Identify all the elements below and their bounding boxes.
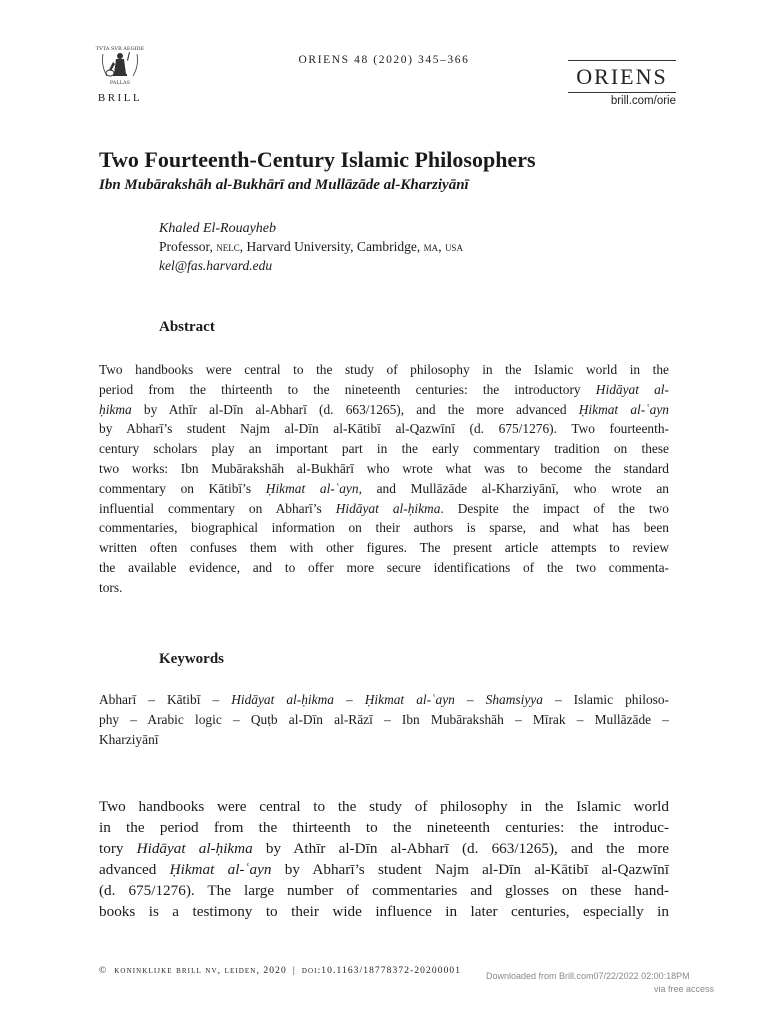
author-affiliation <box>159 239 463 255</box>
affil-mid: , Harvard University, Cambridge, <box>239 239 424 254</box>
abstract-line: influential commentary on Abharī’s Hidāyat al-ḥikma. Despite the impact of the two <box>99 500 669 516</box>
article-title: Two Fourteenth-Century Islamic Philosophers <box>99 147 536 172</box>
abstract-line: ḥikma by Athīr al-Dīn al-Abharī (d. 663/1265), and the more advanced Ḥikmat al-ʿayn <box>99 401 669 417</box>
logo-top-rule <box>568 60 676 61</box>
affil-prefix: Professor, <box>159 239 217 254</box>
abstract-line: century scholars play an important part in the early commentary tradition on these <box>99 441 669 457</box>
abstract-line: commentary on Kātibī’s Ḥikmat al-ʿayn, and Mullāzāde al-Kharziyānī, who wrote an <box>99 480 670 496</box>
abstract-line: tors. <box>99 579 123 595</box>
keywords-list <box>99 690 669 749</box>
journal-url-link[interactable]: brill.com/orie <box>610 95 676 107</box>
keywords-line: Kharziyānī <box>99 731 159 747</box>
affil-state: ma <box>423 239 439 254</box>
publisher-name: BRILL <box>97 92 143 104</box>
body-line: Two handbooks were central to the study of philosophy in the Islamic world <box>99 798 669 815</box>
affil-country: usa <box>444 239 463 254</box>
abstract-line: the available evidence, and to offer more secure identifications of the two commenta- <box>99 559 669 575</box>
download-watermark: Downloaded from Brill.com07/22/2022 02:00:18PM <box>486 971 690 981</box>
affil-dept: nelc <box>216 239 240 254</box>
body-line: (d. 675/1276). The large number of commentaries and glosses on these hand- <box>99 882 669 899</box>
abstract-line: period from the thirteenth to the nineteenth centuries: the introductory Hidāyat al- <box>99 381 669 397</box>
journal-citation: ORIENS 48 (2020) 345–366 <box>298 54 470 66</box>
body-line: books is a testimony to their wide influence in later centuries, especially in <box>99 903 669 920</box>
body-line: tory Hidāyat al-ḥikma by Athīr al-Dīn al-Abharī (d. 663/1265), and the more <box>99 840 670 857</box>
footer-publisher: koninklijke brill nv, leiden, 2020 <box>114 966 287 976</box>
keywords-line: Abharī – Kātibī – Hidāyat al-ḥikma – Ḥikmat al-ʿayn – Shamsiyya – Islamic philoso- <box>99 692 670 707</box>
page-footer <box>99 966 461 976</box>
abstract-line: written often confuses them with other figures. The present article attempts to review <box>99 540 669 556</box>
body-line: in the period from the thirteenth to the nineteenth centuries: the introduc- <box>99 819 669 836</box>
keywords-line: phy – Arabic logic – Quṭb al-Dīn al-Rāzī – Ibn Mubārakshāh – Mīrak – Mullāzāde – <box>99 711 669 727</box>
article-subtitle: Ibn Mubārakshāh al-Bukhārī and Mullāzāde al-Kharziyānī <box>99 177 469 193</box>
keywords-heading: Keywords <box>159 651 224 667</box>
logo-bottom-rule <box>568 92 676 93</box>
body-line: advanced Ḥikmat al-ʿayn by Abharī’s student Najm al-Dīn al-Kātibī al-Qazwīnī <box>99 861 669 878</box>
abstract-line: commentaries, biographical information on their authors is sparse, and what has been <box>99 520 669 536</box>
svg-text:PALLAS: PALLAS <box>109 80 131 86</box>
body-paragraph <box>99 796 669 922</box>
abstract-line: two works: Ibn Mubārakshāh al-Bukhārī who wrote what was to become the standard <box>99 460 669 476</box>
brill-logo <box>92 40 148 104</box>
affil-sep: , <box>438 239 445 254</box>
abstract-body <box>99 360 669 598</box>
footer-separator: | <box>292 966 296 976</box>
svg-text:TVTA SVB AEGIDE: TVTA SVB AEGIDE <box>95 46 145 52</box>
oriens-logo <box>568 60 676 93</box>
copyright-symbol: © <box>99 966 108 976</box>
author-email-link[interactable]: kel@fas.harvard.edu <box>159 258 273 273</box>
abstract-heading: Abstract <box>159 319 215 335</box>
oriens-wordmark: ORIENS <box>576 64 668 89</box>
abstract-line: Two handbooks were central to the study of philosophy in the Islamic world in the <box>99 362 669 377</box>
abstract-line: by Abharī’s student Najm al-Dīn al-Kātibī al-Qazwīnī (d. 675/1276). Two fourteenth- <box>99 421 669 437</box>
footer-doi-link[interactable]: doi:10.1163/18778372-20200001 <box>301 966 462 976</box>
access-watermark: via free access <box>654 984 715 994</box>
author-name: Khaled El-Rouayheb <box>159 221 277 236</box>
